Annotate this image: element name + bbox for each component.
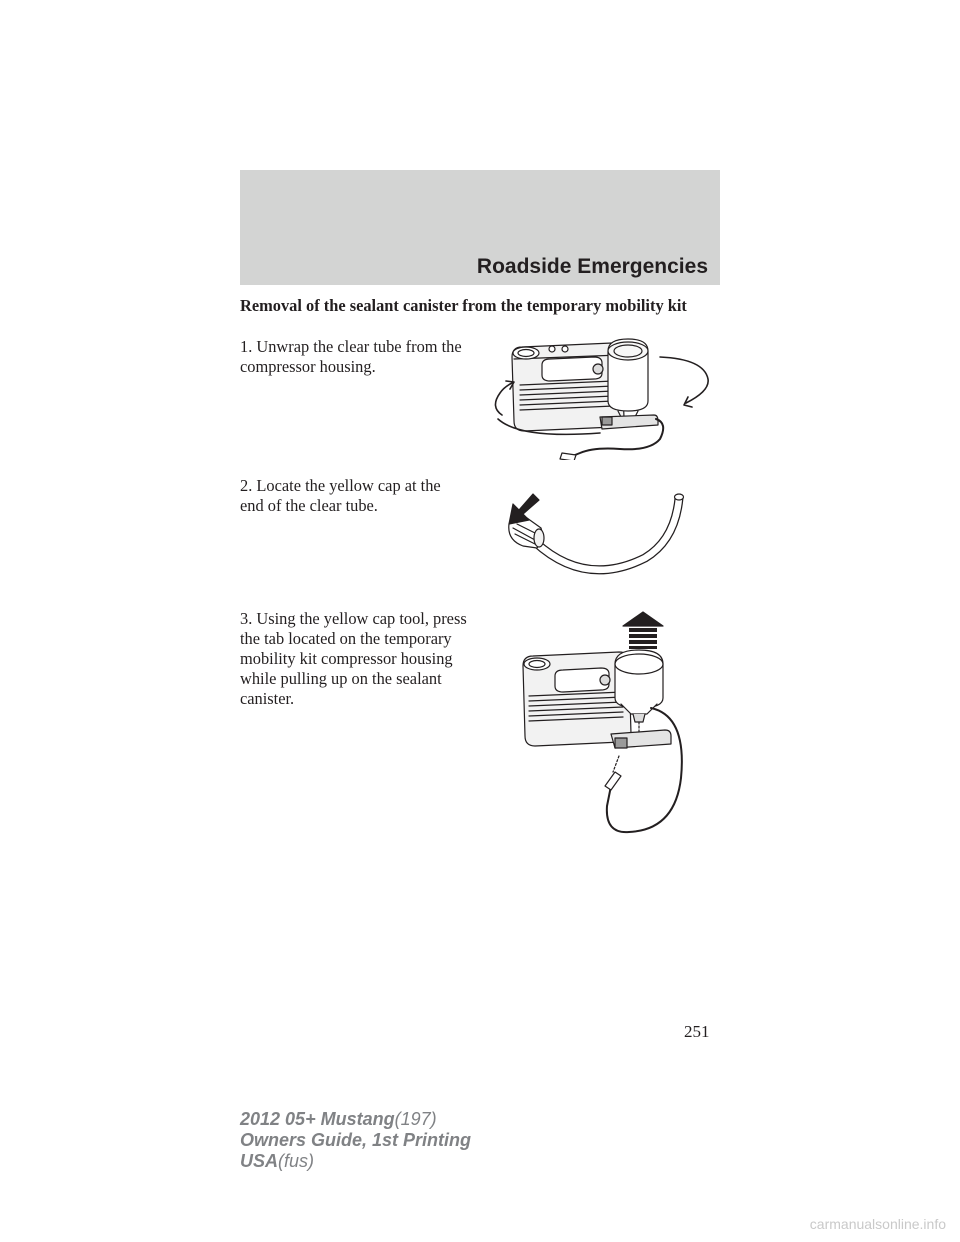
canister-removal-illustration bbox=[515, 610, 690, 835]
footer-model-code: (197) bbox=[394, 1109, 437, 1129]
section-title: Roadside Emergencies bbox=[476, 255, 708, 278]
footer-market: USA bbox=[240, 1151, 279, 1171]
compressor-unwrap-tube-illustration bbox=[490, 335, 720, 460]
watermark: carmanualsonline.info bbox=[809, 1216, 946, 1232]
page-number: 251 bbox=[684, 1022, 710, 1041]
footer-model: 2012 05+ Mustang bbox=[240, 1109, 395, 1129]
header-band bbox=[240, 170, 720, 285]
footer-market-code: (fus) bbox=[278, 1151, 315, 1171]
footer-line-2 bbox=[240, 1130, 471, 1151]
footer-edition-info bbox=[240, 1109, 471, 1172]
footer-line-3 bbox=[240, 1151, 471, 1172]
step-1-text: 1. Unwrap the clear tube from the compressor housing. bbox=[240, 337, 462, 376]
footer-line-1 bbox=[240, 1109, 471, 1130]
step-3-text: 3. Using the yellow cap tool, press the tab located on the temporary mobility kit compressor housing while pulling up on the sealant canister. bbox=[240, 609, 467, 708]
step-2-text: 2. Locate the yellow cap at the end of the clear tube. bbox=[240, 476, 441, 515]
yellow-cap-tube-illustration bbox=[495, 488, 695, 583]
footer-printing: Owners Guide, 1st Printing bbox=[240, 1130, 472, 1150]
procedure-heading: Removal of the sealant canister from the temporary mobility kit bbox=[240, 296, 687, 315]
